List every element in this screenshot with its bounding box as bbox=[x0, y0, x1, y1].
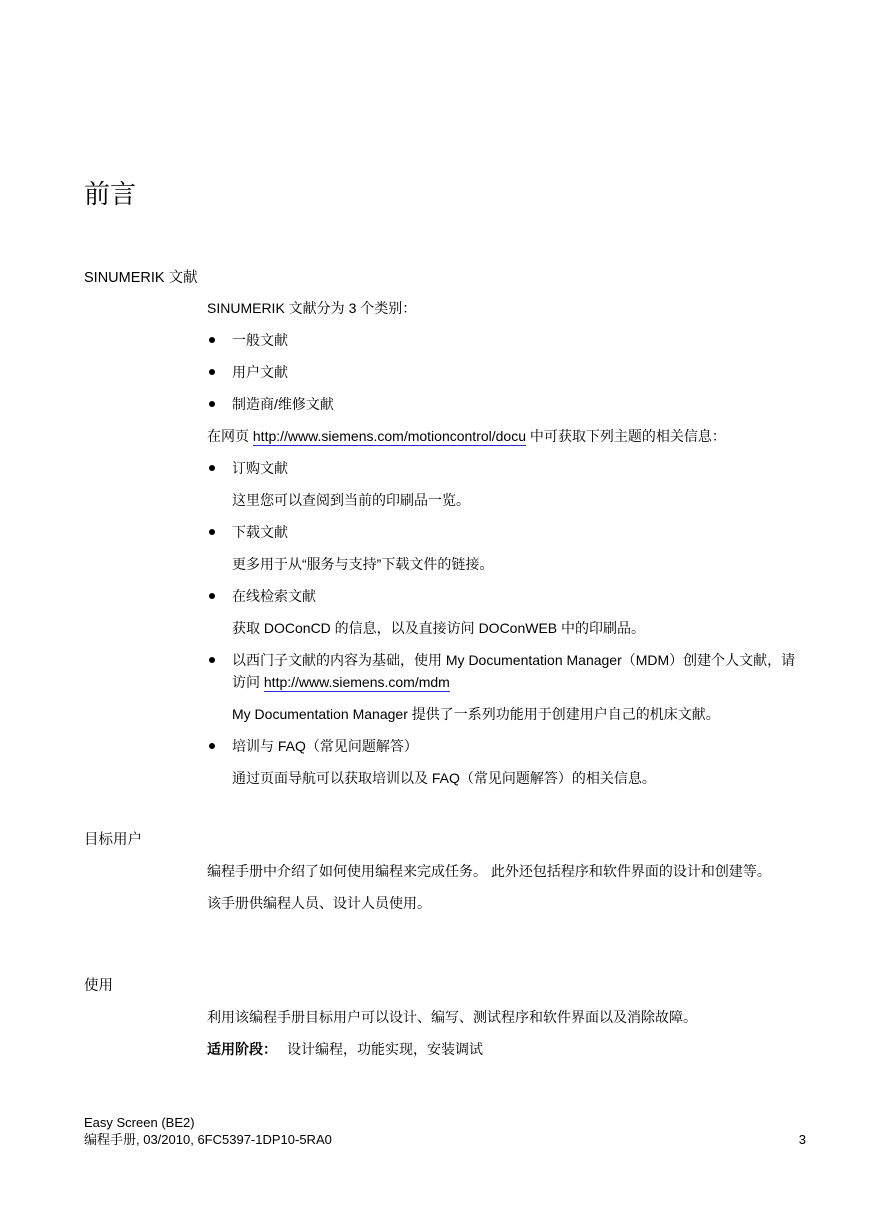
footer-product: Easy Screen (BE2) bbox=[84, 1115, 195, 1130]
training-label: 培训与 FAQ（常见问题解答） bbox=[232, 738, 418, 754]
topic-description: 这里您可以查阅到当前的印刷品一览。 bbox=[232, 492, 470, 508]
page-title: 前言 bbox=[84, 180, 137, 210]
usage-paragraph: 利用该编程手册目标用户可以设计、编写、测试程序和软件界面以及消除故障。 bbox=[207, 1009, 697, 1025]
list-item bbox=[207, 585, 807, 607]
web-prefix: 在网页 bbox=[207, 428, 253, 444]
section-heading-audience: 目标用户 bbox=[84, 832, 142, 848]
bullet-icon bbox=[209, 369, 215, 375]
bullet-icon bbox=[209, 593, 215, 599]
list-item bbox=[207, 649, 807, 693]
audience-paragraph: 该手册供编程人员、设计人员使用。 bbox=[207, 895, 431, 911]
mdm-link[interactable]: http://www.siemens.com/mdm bbox=[263, 674, 450, 690]
list-item bbox=[207, 735, 807, 757]
bullet-icon bbox=[209, 465, 215, 471]
training-description: 通过页面导航可以获取培训以及 FAQ（常见问题解答）的相关信息。 bbox=[232, 770, 656, 786]
category-label: 用户文献 bbox=[232, 364, 288, 380]
phase-value: 设计编程，功能实现，安装调试 bbox=[287, 1041, 483, 1057]
list-item bbox=[207, 521, 807, 543]
list-item bbox=[207, 329, 807, 351]
section-heading-usage: 使用 bbox=[84, 978, 113, 994]
page-number: 3 bbox=[798, 1132, 806, 1147]
bullet-icon bbox=[209, 529, 215, 535]
list-item bbox=[207, 457, 807, 479]
usage-phase bbox=[207, 1038, 807, 1060]
footer-manual-info: 编程手册, 03/2010, 6FC5397-1DP10-5RA0 bbox=[84, 1132, 332, 1147]
list-item bbox=[207, 361, 807, 383]
bullet-icon bbox=[209, 657, 215, 663]
section-heading-literature: SINUMERIK 文献 bbox=[84, 270, 198, 286]
section-usage-body bbox=[207, 1006, 807, 1070]
phase-label: 适用阶段： bbox=[207, 1041, 277, 1057]
docu-link[interactable]: http://www.siemens.com/motioncontrol/docu bbox=[252, 428, 527, 444]
topic-label: 在线检索文献 bbox=[232, 588, 316, 604]
category-label: 一般文献 bbox=[232, 332, 288, 348]
topic-description: 获取 DOConCD 的信息，以及直接访问 DOConWEB 中的印刷品。 bbox=[232, 620, 646, 636]
web-info-line bbox=[207, 425, 807, 447]
literature-intro: SINUMERIK 文献分为 3 个类别： bbox=[207, 300, 417, 316]
section-literature-body bbox=[207, 297, 807, 799]
bullet-icon bbox=[209, 401, 215, 407]
mdm-text: 以西门子文献的内容为基础，使用 My Documentation Manager（MDM）创建个人文献，请访问 bbox=[232, 652, 796, 690]
audience-paragraph: 编程手册中介绍了如何使用编程来完成任务。 此外还包括程序和软件界面的设计和创建等。 bbox=[207, 863, 771, 879]
mdm-description: My Documentation Manager 提供了一系列功能用于创建用户自己的机床文献。 bbox=[232, 706, 720, 722]
category-label: 制造商/维修文献 bbox=[232, 396, 334, 412]
footer bbox=[84, 1114, 332, 1148]
bullet-icon bbox=[209, 743, 215, 749]
list-item bbox=[207, 393, 807, 415]
web-suffix: 中可获取下列主题的相关信息： bbox=[526, 428, 726, 444]
topic-label: 订购文献 bbox=[232, 460, 288, 476]
section-audience-body bbox=[207, 860, 807, 924]
bullet-icon bbox=[209, 337, 215, 343]
topic-description: 更多用于从“服务与支持”下载文件的链接。 bbox=[232, 556, 494, 572]
topic-label: 下载文献 bbox=[232, 524, 288, 540]
